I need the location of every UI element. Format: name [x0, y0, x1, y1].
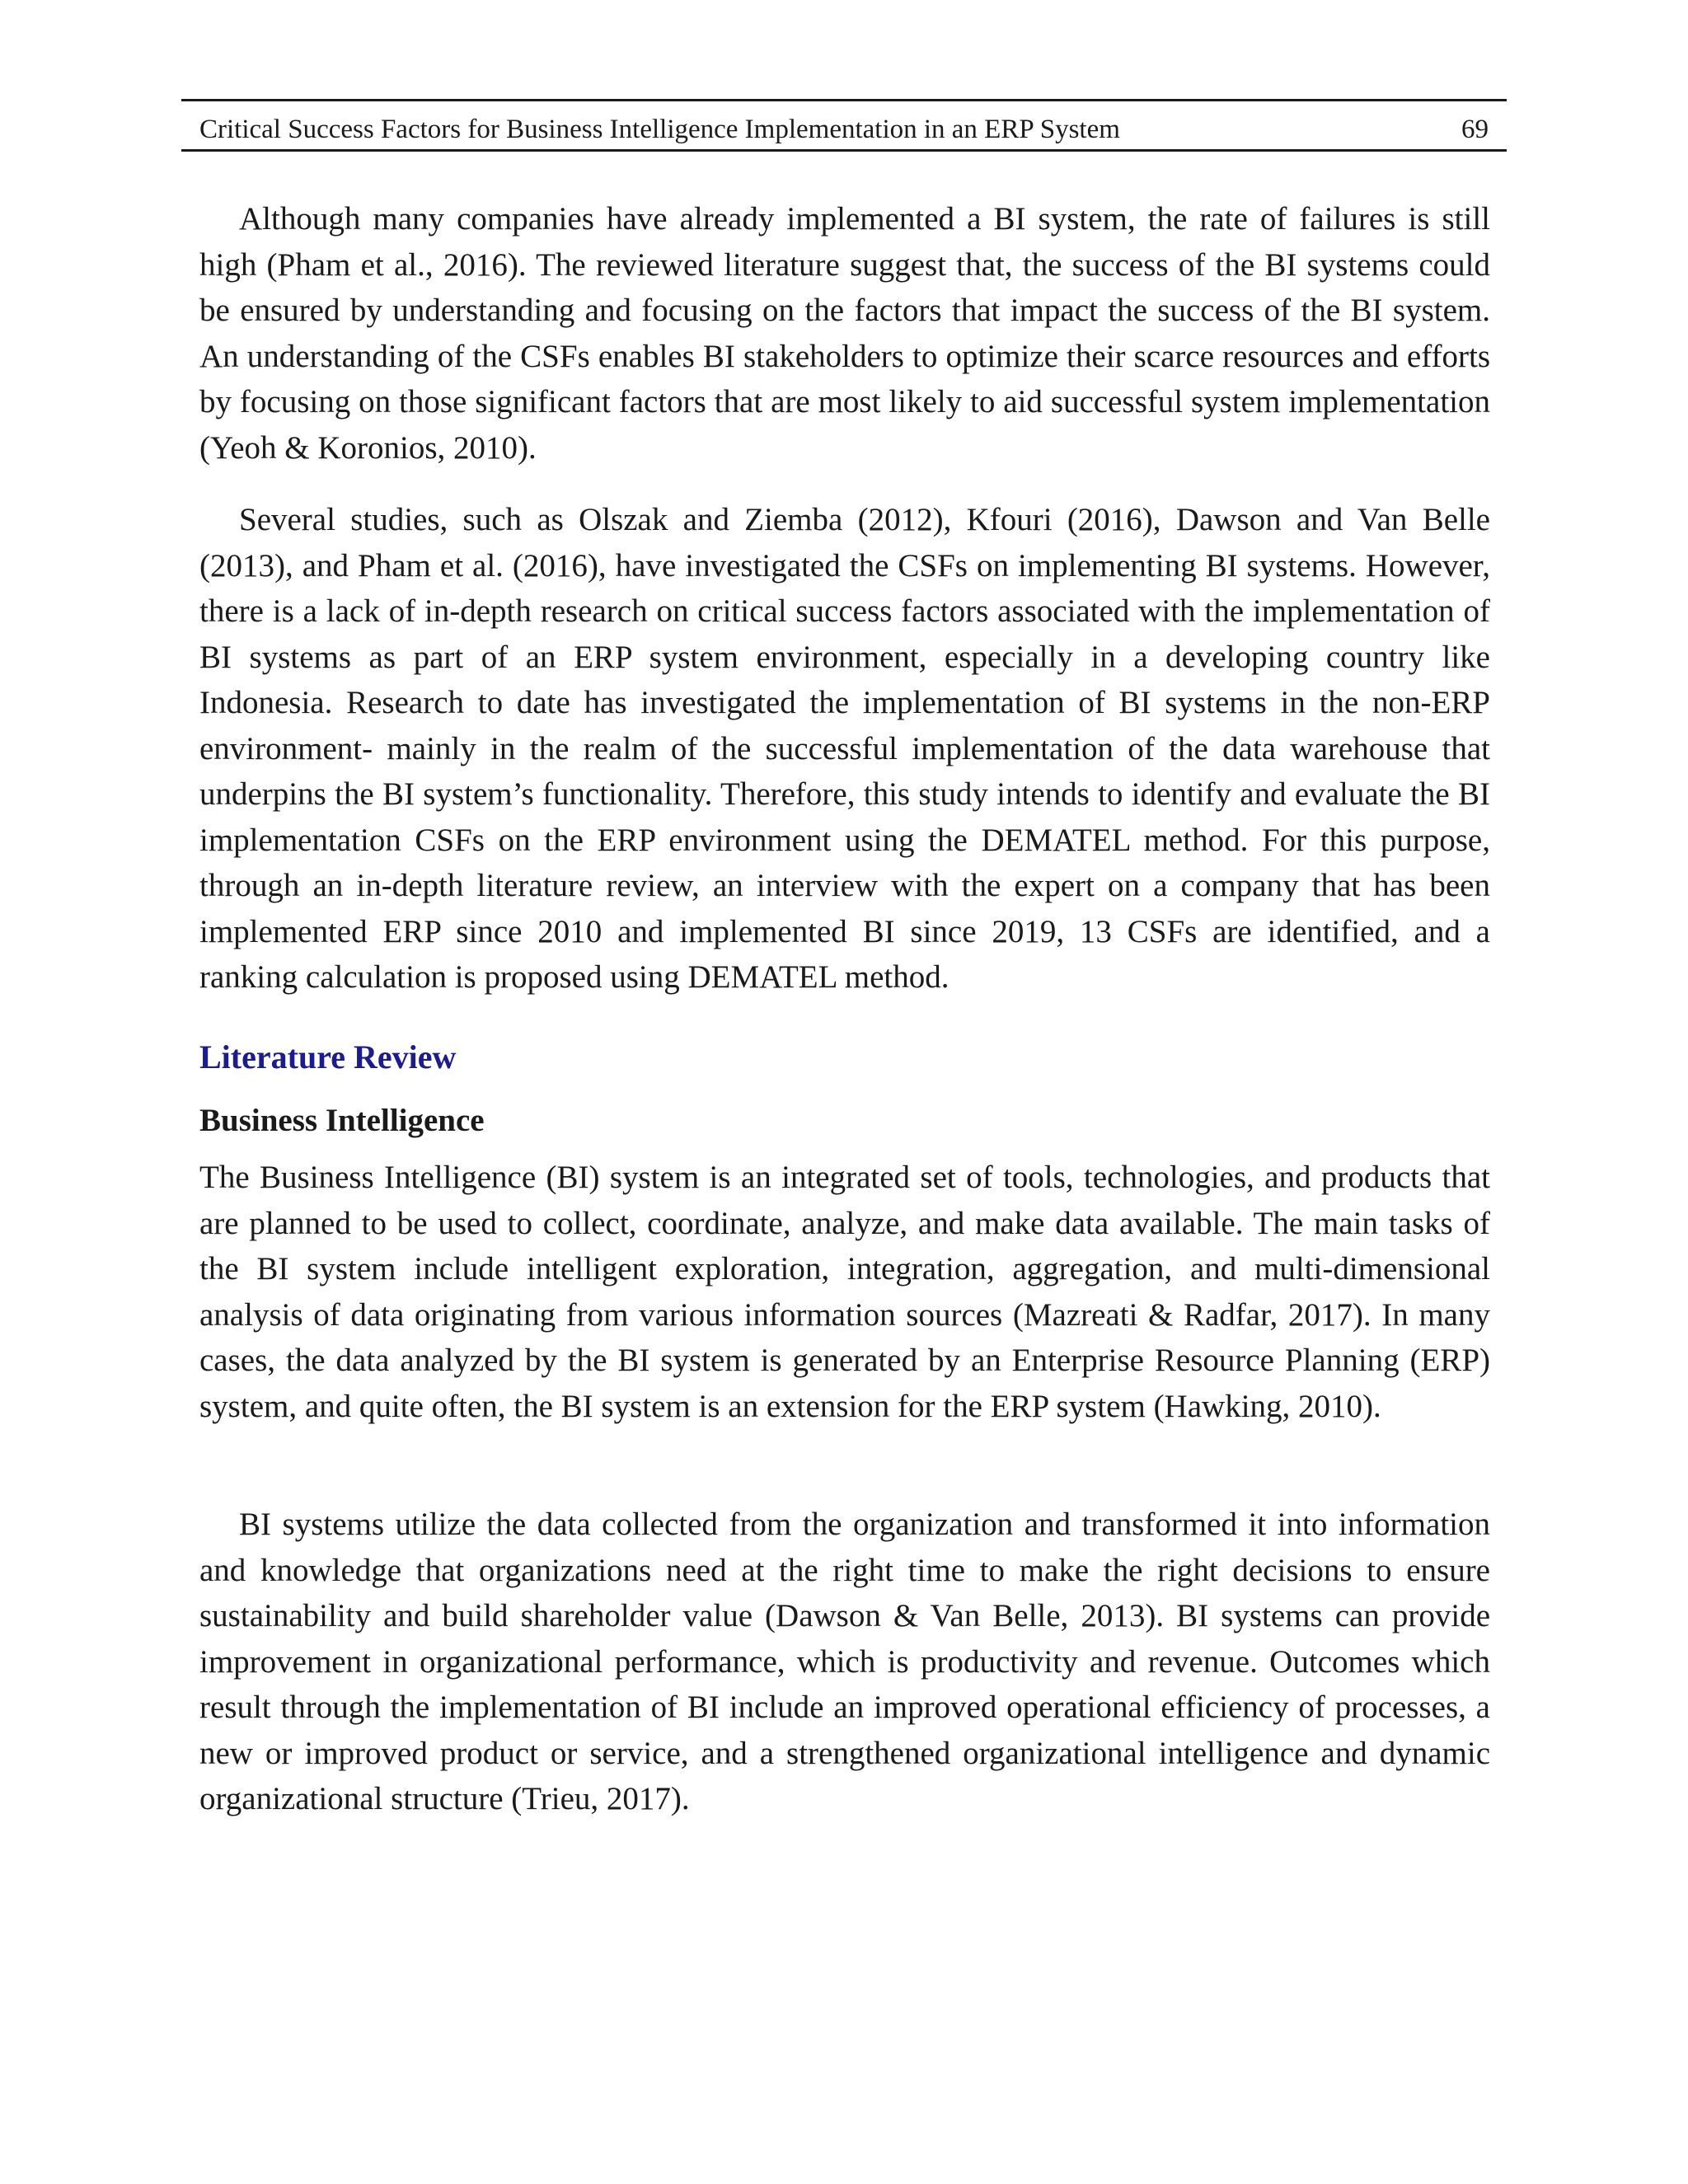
- intro-paragraph-2: Several studies, such as Olszak and Ziemba (2012), Kfouri (2016), Dawson and Van Belle (2013), and Pham et al. (2016), have investigated the CSFs on implementing BI systems. However, there is a lack of in-depth research on critical success factors associated with the implementation of BI systems as part of an ERP system environment, especially in a developing country like Indonesia. Research to date has investigated the implementation of BI systems in the non-ERP environment- mainly in the realm of the successful implementation of the data warehouse that underpins the BI system’s functionality. Therefore, this study intends to identify and evaluate the BI implementation CSFs on the ERP environment using the DEMATEL method. For this purpose, through an in-depth literature review, an interview with the expert on a company that has been implemented ERP since 2010 and implemented BI since 2019, 13 CSFs are identified, and a ranking calculation is proposed using DEMATEL method.: [199, 502, 1490, 995]
- running-title: Critical Success Factors for Business Intelligence Implementation in an ERP System: [199, 115, 1120, 144]
- literature-paragraph-2: BI systems utilize the data collected from the organization and transformed it into information and knowledge that organizations need at the right time to make the right decisions to ensure sustainability and build shareholder value (Dawson & Van Belle, 2013). BI systems can provide improvement in organizational performance, which is productivity and revenue. Outcomes which result through the implementation of BI include an improved operational efficiency of processes, a new or improved product or service, and a strengthened organizational intelligence and dynamic organizational structure (Trieu, 2017).: [199, 1507, 1490, 1816]
- intro-paragraph-1: Although many companies have already implemented a BI system, the rate of failures is still high (Pham et al., 2016). The reviewed literature suggest that, the success of the BI systems could be ensured by understanding and focusing on the factors that impact the success of the BI system. An understanding of the CSFs enables BI stakeholders to optimize their scarce resources and efforts by focusing on those significant factors that are most likely to aid successful system implementation (Yeoh & Koronios, 2010).: [199, 201, 1490, 466]
- running-header: [181, 99, 1507, 152]
- subsection-heading-business-intelligence: Business Intelligence: [199, 1103, 485, 1138]
- literature-paragraph-1: The Business Intelligence (BI) system is an integrated set of tools, technologies, and products that are planned to be used to collect, coordinate, analyze, and make data available. The main tasks of the BI system include intelligent exploration, integration, aggregation, and multi-dimensional analysis of data originating from various information sources (Mazreati & Radfar, 2017). In many cases, the data analyzed by the BI system is generated by an Enterprise Resource Planning (ERP) system, and quite often, the BI system is an extension for the ERP system (Hawking, 2010).: [199, 1160, 1490, 1424]
- section-heading-literature-review: Literature Review: [199, 1038, 457, 1076]
- page-number: 69: [1461, 115, 1489, 144]
